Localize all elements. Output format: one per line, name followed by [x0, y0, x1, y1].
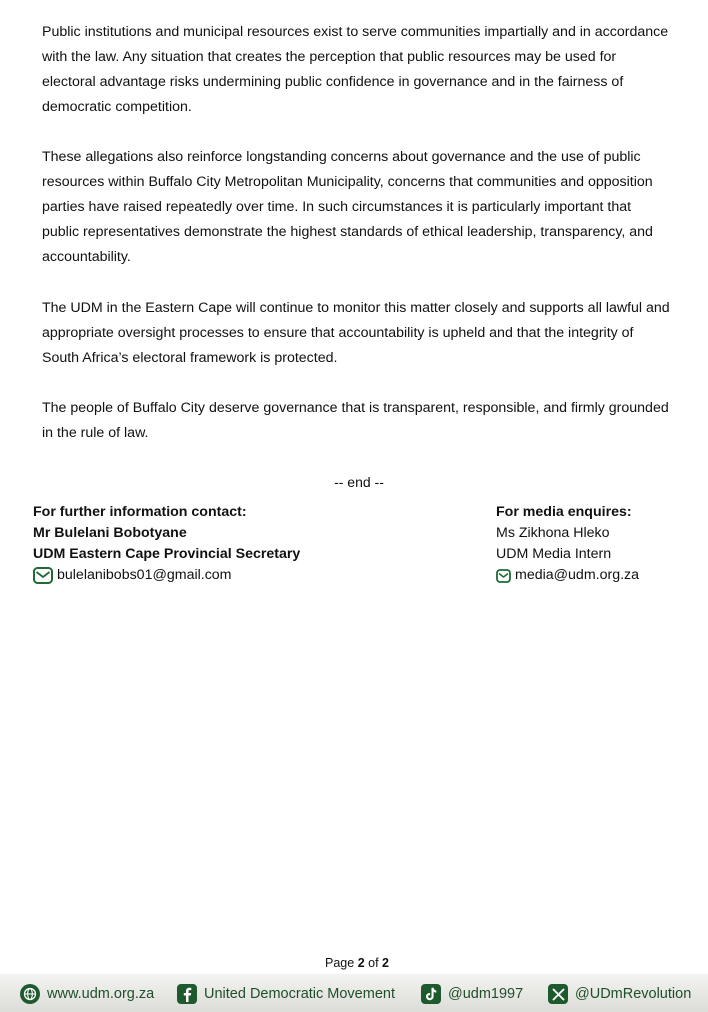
facebook-icon: [177, 984, 197, 1004]
media-email-row: [496, 565, 639, 586]
footer-tiktok-text: @udm1997: [448, 986, 524, 1002]
media-email-link[interactable]: media@udm.org.za: [515, 567, 640, 583]
footer-website-text: www.udm.org.za: [47, 986, 155, 1002]
footer-facebook-text: United Democratic Movement: [204, 986, 395, 1002]
contact-heading: For further information contact:: [33, 504, 247, 520]
page-of: of: [368, 956, 379, 970]
footer-tiktok[interactable]: [421, 984, 523, 1004]
media-contact-name: Ms Zikhona Hleko: [496, 525, 610, 541]
contact-title: UDM Eastern Cape Provincial Secretary: [33, 546, 301, 562]
mail-icon: [33, 567, 53, 584]
media-contact-title: UDM Media Intern: [496, 546, 612, 562]
page-label: Page: [325, 956, 355, 970]
contact-email-row: [33, 565, 300, 586]
body-paragraph-3: The UDM in the Eastern Cape will continue to monitor this matter closely and supports all lawful and appropriate oversight processes to ensure that accountability is upheld and that the integrity of South Africa’s electoral framework is protected.: [42, 300, 670, 366]
contact-block-right: [496, 502, 639, 586]
contact-email-link[interactable]: bulelanibobs01@gmail.com: [57, 567, 232, 583]
footer-x[interactable]: [548, 984, 691, 1004]
globe-icon: [20, 984, 40, 1004]
tiktok-icon: [421, 984, 441, 1004]
end-marker: -- end --: [334, 474, 384, 490]
media-heading: For media enquires:: [496, 504, 632, 520]
page-current: 2: [357, 956, 365, 970]
x-icon: [548, 984, 568, 1004]
footer-facebook[interactable]: [177, 984, 395, 1004]
page-number: [0, 956, 708, 970]
mail-icon: [496, 569, 511, 583]
page-total: 2: [382, 956, 389, 970]
contact-block-left: [33, 502, 300, 586]
body-paragraph-1: Public institutions and municipal resources exist to serve communities impartially and in accordance with the law. Any situation that creates the perception that public resources may be used for electoral advantage risks undermining public confidence in governance and in the fairness of democratic competition.: [42, 24, 669, 115]
contact-name: Mr Bulelani Bobotyane: [33, 525, 187, 541]
footer-x-text: @UDmRevolution: [575, 986, 692, 1002]
footer-website[interactable]: [20, 984, 154, 1004]
footer-bar: [0, 974, 708, 1012]
body-paragraph-2: These allegations also reinforce longstanding concerns about governance and the use of public resources within Buffalo City Metropolitan Municipality, concerns that communities and opposition parties have raised repeatedly over time. In such circumstances it is particularly important that public representatives demonstrate the highest standards of ethical leadership, transparency, and accountability.: [42, 149, 653, 265]
body-paragraph-4: The people of Buffalo City deserve governance that is transparent, responsible, and firmly grounded in the rule of law.: [42, 400, 669, 441]
